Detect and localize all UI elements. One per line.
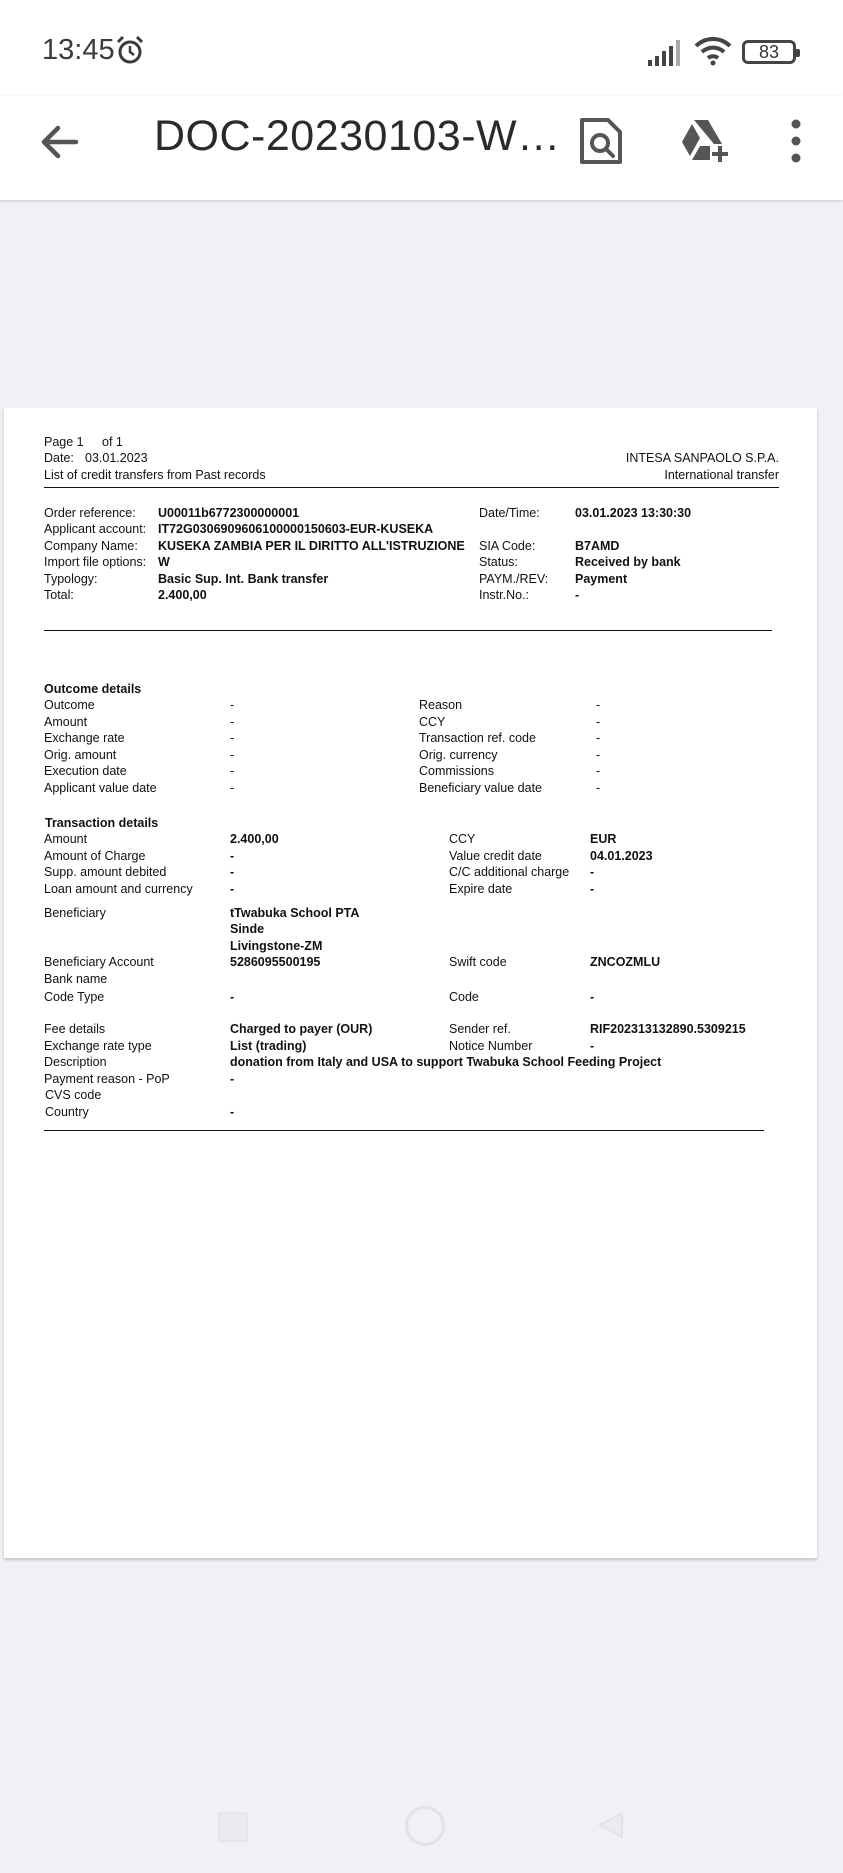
outcome-amount-label: Amount bbox=[44, 715, 88, 729]
applicant-value-date-value: - bbox=[230, 781, 235, 795]
company-name-value: KUSEKA ZAMBIA PER IL DIRITTO ALL'ISTRUZIONE bbox=[158, 539, 465, 553]
status-label: Status: bbox=[479, 555, 518, 569]
date-value: 03.01.2023 bbox=[85, 451, 148, 465]
order-ref-value: U00011b6772300000001 bbox=[158, 506, 300, 520]
header-divider bbox=[44, 487, 779, 488]
beneficiary-account-label: Beneficiary Account bbox=[44, 955, 154, 969]
transfer-type: International transfer bbox=[664, 468, 779, 482]
beneficiary-account-value: 5286095500195 bbox=[230, 955, 321, 969]
applicant-account-value: IT72G0306909606100000150603-EUR-KUSEKA bbox=[158, 522, 434, 536]
nav-back-icon[interactable] bbox=[596, 1810, 626, 1840]
supp-amount-value: - bbox=[230, 865, 235, 879]
status-time: 13:45 bbox=[42, 34, 115, 66]
notice-number-label: Notice Number bbox=[449, 1039, 533, 1053]
sender-ref-value: RIF202313132890.5309215 bbox=[590, 1022, 746, 1036]
code-value: - bbox=[590, 990, 595, 1004]
sender-ref-label: Sender ref. bbox=[449, 1022, 511, 1036]
loan-amount-label: Loan amount and currency bbox=[44, 882, 193, 896]
country-label: Country bbox=[45, 1105, 89, 1119]
transaction-ref-label: Transaction ref. code bbox=[419, 731, 536, 745]
paym-rev-label: PAYM./REV: bbox=[479, 572, 549, 586]
orig-currency-label: Orig. currency bbox=[419, 748, 498, 762]
transaction-amount-label: Amount bbox=[44, 832, 88, 846]
sia-code-label: SIA Code: bbox=[479, 539, 536, 553]
outcome-ccy-value: - bbox=[596, 715, 601, 729]
back-arrow-icon[interactable] bbox=[36, 118, 84, 166]
list-title: List of credit transfers from Past records bbox=[44, 468, 266, 482]
transaction-heading: Transaction details bbox=[45, 816, 159, 830]
payment-reason-label: Payment reason - PoP bbox=[44, 1072, 170, 1086]
amount-of-charge-value: - bbox=[230, 849, 235, 863]
swift-code-value: ZNCOZMLU bbox=[590, 955, 661, 969]
exchange-rate-type-value: List (trading) bbox=[230, 1039, 307, 1053]
total-value: 2.400,00 bbox=[158, 588, 207, 602]
document-title: DOC-20230103-W… bbox=[154, 112, 561, 160]
swift-code-label: Swift code bbox=[449, 955, 507, 969]
description-label: Description bbox=[44, 1055, 107, 1069]
total-label: Total: bbox=[44, 588, 74, 602]
value-credit-date-label: Value credit date bbox=[449, 849, 542, 863]
order-ref-label: Order reference: bbox=[44, 506, 136, 520]
fee-details-label: Fee details bbox=[44, 1022, 106, 1036]
beneficiary-line-1: tTwabuka School PTA bbox=[230, 906, 360, 920]
drive-add-icon[interactable] bbox=[678, 116, 730, 164]
reason-value: - bbox=[596, 698, 601, 712]
paym-rev-value: Payment bbox=[575, 572, 628, 586]
exchange-rate-label: Exchange rate bbox=[44, 731, 125, 745]
cc-additional-charge-value: - bbox=[590, 865, 595, 879]
recents-icon[interactable] bbox=[218, 1812, 248, 1842]
commissions-value: - bbox=[596, 764, 601, 778]
beneficiary-value-date-label: Beneficiary value date bbox=[419, 781, 542, 795]
fee-details-value: Charged to payer (OUR) bbox=[230, 1022, 373, 1036]
country-value: - bbox=[230, 1105, 235, 1119]
applicant-value-date-label: Applicant value date bbox=[44, 781, 157, 795]
exchange-rate-type-label: Exchange rate type bbox=[44, 1039, 152, 1053]
amount-of-charge-label: Amount of Charge bbox=[44, 849, 146, 863]
expire-date-value: - bbox=[590, 882, 595, 896]
outcome-amount-value: - bbox=[230, 715, 235, 729]
transaction-ref-value: - bbox=[596, 731, 601, 745]
transaction-amount-value: 2.400,00 bbox=[230, 832, 279, 846]
date-label: Date: bbox=[44, 451, 74, 465]
transaction-ccy-value: EUR bbox=[590, 832, 617, 846]
typology-label: Typology: bbox=[44, 572, 98, 586]
sia-code-value: B7AMD bbox=[575, 539, 620, 553]
wifi-icon bbox=[694, 36, 732, 66]
description-value: donation from Italy and USA to support Twabuka School Feeding Project bbox=[230, 1055, 662, 1069]
code-label: Code bbox=[449, 990, 479, 1004]
value-credit-date-value: 04.01.2023 bbox=[590, 849, 653, 863]
outcome-heading: Outcome details bbox=[44, 682, 142, 696]
cc-additional-charge-label: C/C additional charge bbox=[449, 865, 570, 879]
payment-reason-value: - bbox=[230, 1072, 235, 1086]
orig-currency-value: - bbox=[596, 748, 601, 762]
supp-amount-label: Supp. amount debited bbox=[44, 865, 167, 879]
instr-no-label: Instr.No.: bbox=[479, 588, 530, 602]
applicant-account-label: Applicant account: bbox=[44, 522, 147, 536]
execution-date-value: - bbox=[230, 764, 235, 778]
alarm-icon bbox=[114, 34, 146, 66]
orig-amount-value: - bbox=[230, 748, 235, 762]
bottom-divider bbox=[44, 1130, 764, 1131]
instr-no-value: - bbox=[575, 588, 580, 602]
beneficiary-label: Beneficiary bbox=[44, 906, 106, 920]
expire-date-label: Expire date bbox=[449, 882, 513, 896]
beneficiary-line-2: Sinde bbox=[230, 922, 265, 936]
transaction-ccy-label: CCY bbox=[449, 832, 476, 846]
datetime-value: 03.01.2023 13:30:30 bbox=[575, 506, 692, 520]
code-type-value: - bbox=[230, 990, 235, 1004]
exchange-rate-value: - bbox=[230, 731, 235, 745]
page-total-label: of 1 bbox=[102, 435, 123, 449]
bank-name: INTESA SANPAOLO S.P.A. bbox=[625, 451, 779, 465]
orig-amount-label: Orig. amount bbox=[44, 748, 117, 762]
bank-name-label: Bank name bbox=[44, 972, 108, 986]
section-divider bbox=[44, 630, 772, 631]
home-icon[interactable] bbox=[405, 1806, 445, 1846]
more-options-icon[interactable] bbox=[782, 116, 810, 166]
outcome-value: - bbox=[230, 698, 235, 712]
document-page bbox=[4, 408, 817, 1558]
execution-date-label: Execution date bbox=[44, 764, 127, 778]
company-name-label: Company Name: bbox=[44, 539, 138, 553]
code-type-label: Code Type bbox=[44, 990, 105, 1004]
import-options-label: Import file options: bbox=[44, 555, 147, 569]
notice-number-value: - bbox=[590, 1039, 595, 1053]
beneficiary-value-date-value: - bbox=[596, 781, 601, 795]
typology-value: Basic Sup. Int. Bank transfer bbox=[158, 572, 329, 586]
cvs-code-label: CVS code bbox=[45, 1088, 102, 1102]
battery-icon: 83 bbox=[742, 40, 796, 64]
datetime-label: Date/Time: bbox=[479, 506, 540, 520]
loan-amount-value: - bbox=[230, 882, 235, 896]
reason-label: Reason bbox=[419, 698, 463, 712]
page-number-label: Page 1 bbox=[44, 435, 84, 449]
import-options-value: W bbox=[158, 555, 170, 569]
outcome-ccy-label: CCY bbox=[419, 715, 446, 729]
outcome-label: Outcome bbox=[44, 698, 95, 712]
beneficiary-line-3: Livingstone-ZM bbox=[230, 939, 323, 953]
status-value: Received by bank bbox=[575, 555, 681, 569]
find-in-page-icon[interactable] bbox=[578, 116, 624, 166]
signal-icon bbox=[648, 38, 684, 66]
commissions-label: Commissions bbox=[419, 764, 495, 778]
